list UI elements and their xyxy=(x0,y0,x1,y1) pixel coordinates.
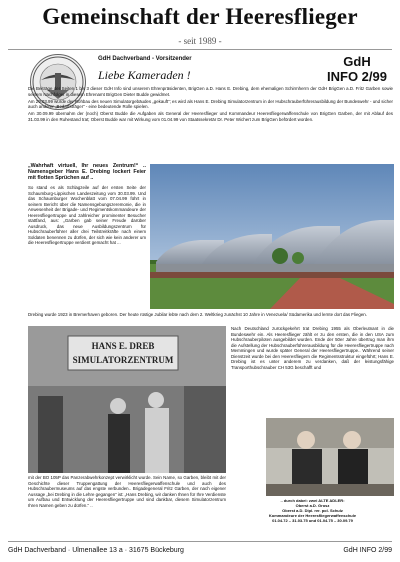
issue-label xyxy=(324,54,390,84)
salutation: Liebe Kameraden ! xyxy=(98,68,191,82)
issue-label-line2: INFO 2/99 xyxy=(327,69,387,84)
right-column: Nach Deutschland zurückgekehrt trat Drebing 1955 als Oberleutnant in die Bundeswehr ein. Als Heeresflieger zählt er zu den ersten, die in den USA zum Hubschrauberpiloten ausgebildet wurden. Ende der 50er Jahre übertrug man ihm die Aufstellung der Hubschrauberführerausbildung für die Heeresfliegertruppe nach Memmingen und wurde später General der Heeresfliegertruppe.. Während seiner Dienstzeit wurde bei den Heeresfliegern die Regimentsstruktur eingeführt; Hans E. Drebing ist es unter anderem zu verdanken, daß der leistungsfähige Transporthubschrauber CH 53G beschafft und xyxy=(231,326,394,370)
footer-address: GdH Dachverband · Ulmenallee 13 a · 31675 Bückeburg xyxy=(8,547,184,554)
header-divider xyxy=(8,49,392,50)
intro-text xyxy=(28,86,393,124)
caption-line: Oberst a.D. Dipl. rer. pol. Schulz xyxy=(282,508,343,513)
sender-line: GdH Dachverband - Vorsitzender xyxy=(98,56,192,62)
intro-paragraph: Am 30.09.99 übernahm der (noch) Oberst Budde die Aufgaben als General der Heeresflieger und Kommandeur Heeresfliegerwaffenschule von BrigGen Garben, der mit Ablauf des 31.03.99 in den Ruhestand trat; Oberst Budde war mit Wirkung vom 01.04.99 von Staatssekretär Dr. Peter Wichert zum BrigGen befördert worden. xyxy=(28,111,393,122)
intro-paragraph: Am 29.03.99 wurde der Rohbau des neuen Simulatorgebäudes „gekauft“; es wird als Hans E. Drebing Simulatorzentrum in der Hubschrauberführerausbildung der Bundeswehr - und sicher auch anderer „Bedarfsträger“ - eine bedeutende Rolle spielen. xyxy=(28,98,393,109)
photo-caption xyxy=(231,498,394,523)
headline-quote: „Wahrhaft virtuell, Ihr neues Zentrum!“ .. Namensgeber Hans E. Drebing lockert Feier mit flotten Sprüchen auf .. xyxy=(28,163,146,182)
birth-note: Drebing wurde 1923 in Bremerhaven geboren. Der heute rüstige Jubilar lebte nach dem 2. Weltkrieg zunächst 10 Jahre in Venezuela/ Südamerika und lernte dort das Fliegen. xyxy=(28,312,367,317)
caption-line: Oberst a.D. Grosz xyxy=(295,503,330,508)
sign-line1: HANS E. DREB xyxy=(91,341,155,351)
footer-issue: GdH INFO 2/99 xyxy=(343,547,392,554)
issue-label-line1: GdH xyxy=(343,54,371,69)
caption-line: Kommandeure der Heeresfliegerwaffenschule xyxy=(268,513,357,518)
sign-line2: SIMULATORZENTRUM xyxy=(72,355,174,365)
footer-divider xyxy=(8,541,392,542)
footer xyxy=(8,547,392,554)
veterans-photo xyxy=(266,418,394,496)
caption-line: 01.04.72 – 31.03.75 und 01.04.75 – 30.09.79 xyxy=(272,518,353,523)
simulator-building-photo xyxy=(150,164,394,309)
left-column xyxy=(28,163,146,246)
left-column-body: So stand es als Schlagzeile auf der ersten Seite der Schaumburg-Lippischen Landeszeitung vom 30.03.99. Und das Schaumburger Wochenblatt vom 07.04.99 führt in seinem Bericht über die Namensgebungszeremonie, die in Anwesenheit der Brigade- und Regimentskommandeure der Heeresfliegertruppe und zahlreicher prominenter Besucher stattfand, aus: „Garben gab seiner Freude darüber Ausdruck, das neue Ausbildungszentrum für Hubschrauberführer aller drei Teilstreitkräfte nach einem Soldaten benennen zu dürfen, der sich wie kein anderer um die Heeresfliegertruppe verdient gemacht hat ... xyxy=(28,185,146,246)
ceremony-photo xyxy=(28,326,226,473)
intro-paragraph: Die Beiträge der Seiten 1 bis 3 dieser GdH Info sind unserem Ehrenpräsidenten, BrigGen a.D. Hans E. Drebing, dem ehemaligen Schirmherrn der GdH BrigGen a.D. Fritz Garben sowie seinem Nachfolger in diesem Ehrenamt BrigGen Dieter Budde gewidmet. xyxy=(28,86,393,97)
caption-line: .. durch dabei: zwei ALTE ADLER: xyxy=(280,498,345,503)
masthead-subtitle: - seit 1989 - xyxy=(178,36,222,46)
masthead-title: Gemeinschaft der Heeresflieger xyxy=(42,4,358,29)
bottom-left-text: mit der BO 105P das Panzerabwehrkonzept verwirklicht wurde. Sein Name, so Garben, bleibt mit der Geschichte dieser Truppengattung der Heeresfliegerwaffenschule und auch des Hubschraubermuseums auf das engste verbunden.. Brigadegeneral Fritz Garben, der nach eigener Aussage „bei Drebing in die Lehre gegangen“ ist: „Hans Drebing, wir danken Ihnen für Ihre Verdienste um Aufbau und Entwicklung der Heeresfliegertruppe und sind dankbar, diesem Simulatorzentrum Ihren Namen geben zu dürfen.“ .. xyxy=(28,475,226,508)
